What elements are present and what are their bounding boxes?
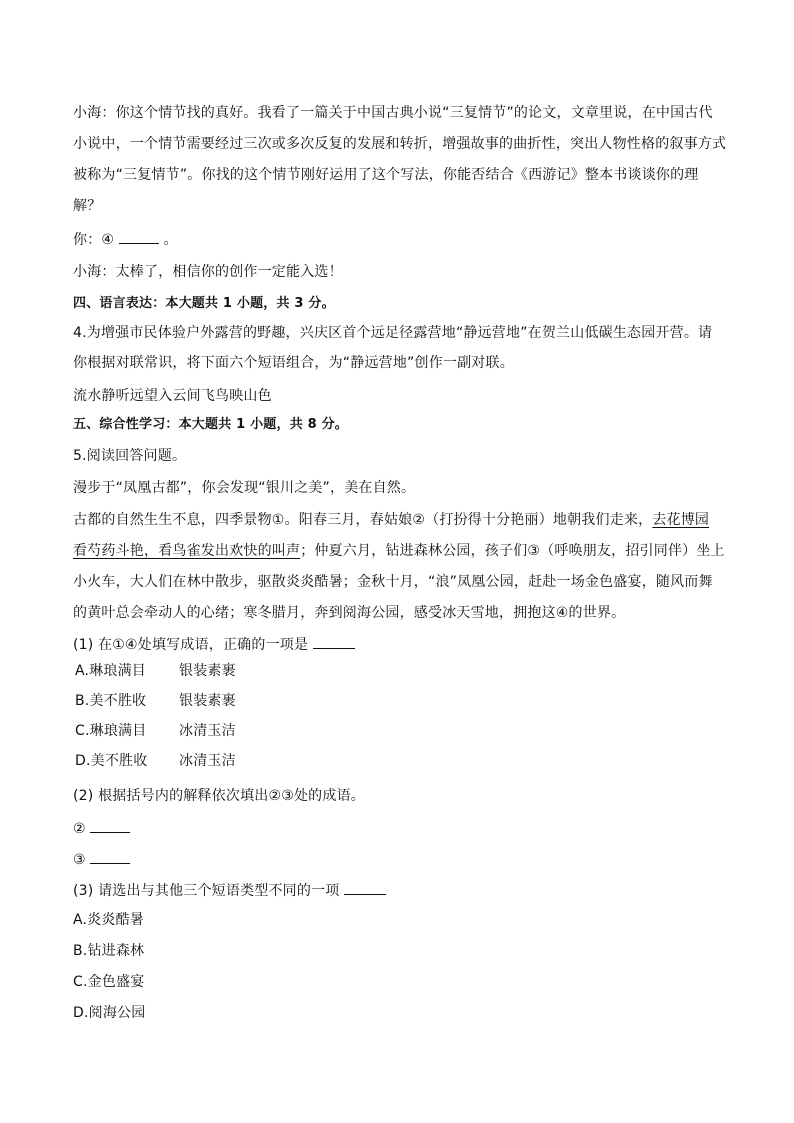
question-4-phrases: 流水静听远望入云间飞鸟映山色: [73, 388, 272, 404]
sub3-option-a[interactable]: A.炎炎酷暑: [73, 912, 144, 928]
blank-2-label: ②: [73, 821, 86, 837]
question-4-line-1: 4.为增强市民体验户外露营的野趣，兴庆区首个远足径露营地“静远营地”在贺兰山低碳生态园开营。请: [73, 325, 713, 341]
sub3-option-c[interactable]: C.金色盛宴: [73, 974, 145, 990]
sub1-option-d-first: D.美不胜收: [75, 753, 148, 769]
sub1-option-d-second: 冰清玉洁: [179, 753, 236, 769]
dialogue-xiaohai-line-4: 解？: [73, 198, 102, 214]
passage-underlined-1: 去花博园: [652, 512, 710, 528]
sub1-option-c-first: C.琳琅满目: [75, 723, 147, 739]
subquestion-2-blank-3-line: [73, 849, 130, 870]
section-5-heading: 五、综合性学习：本大题共 1 小题，共 8 分。: [73, 417, 348, 432]
subquestion-1-text: (1) 在①④处填写成语，正确的一项是: [73, 637, 309, 653]
passage-line-3: 小火车，大人们在林中散步，驱散炎炎酷暑；金秋十月，“浪”凤凰公园，赶赴一场金色盛宴，随风而舞: [73, 574, 713, 590]
dialogue-xiaohai-line-1: 小海：你这个情节找的真好。我看了一篇关于中国古典小说“三复情节”的论文，文章里说，在中国古代: [73, 105, 713, 121]
subquestion-2-stem: (2) 根据括号内的解释依次填出②③处的成语。: [73, 788, 365, 804]
answer-blank-sub3[interactable]: [344, 880, 386, 895]
sub1-option-b-second: 银装素裹: [179, 693, 236, 709]
sub1-option-c-second: 冰清玉洁: [179, 723, 236, 739]
question-4-line-2: 你根据对联常识，将下面六个短语组合，为“静远营地”创作一副对联。: [73, 355, 514, 371]
sub1-option-c[interactable]: [75, 721, 236, 741]
passage-line-2-text: ；仲夏六月，钻进森林公园，孩子们③（呼唤朋友，招引同伴）坐上: [300, 543, 725, 559]
you-prefix: 你：④: [73, 232, 115, 248]
subquestion-2-blank-2-line: [73, 818, 130, 839]
answer-blank-sub1[interactable]: [313, 634, 355, 649]
subquestion-1-stem: [73, 634, 355, 655]
subquestion-3-text: (3) 请选出与其他三个短语类型不同的一项: [73, 883, 340, 899]
passage-line-1: [73, 510, 709, 530]
you-suffix: 。: [163, 232, 178, 248]
sub1-option-a-first: A.琳琅满目: [75, 663, 146, 679]
passage-line-2: [73, 541, 725, 561]
sub1-option-b[interactable]: [75, 691, 236, 711]
sub1-option-b-first: B.美不胜收: [75, 693, 147, 709]
answer-blank-2[interactable]: [90, 818, 130, 833]
dialogue-you-line: [73, 229, 178, 250]
answer-blank-3[interactable]: [90, 849, 130, 864]
blank-3-label: ③: [73, 852, 86, 868]
dialogue-xiaohai-line-2: 小说中，一个情节需要经过三次或多次反复的发展和转折，增强故事的曲折性，突出人物性格的叙事方式: [73, 136, 727, 152]
subquestion-3-stem: [73, 880, 386, 901]
sub3-option-d[interactable]: D.阅海公园: [73, 1005, 146, 1021]
question-5-intro: 5.阅读回答问题。: [73, 448, 187, 464]
passage-line-1-text: 古都的自然生生不息，四季景物①。阳春三月，春姑娘②（打扮得十分艳丽）地朝我们走来，: [73, 512, 653, 528]
passage-line-0: 漫步于“凤凰古都”，你会发现“银川之美”，美在自然。: [73, 480, 416, 496]
passage-underlined-2: 看芍药斗艳，看鸟雀发出欢快的叫声: [73, 543, 301, 559]
sub1-option-a-second: 银装素裹: [179, 663, 236, 679]
answer-blank-4[interactable]: [119, 229, 159, 244]
dialogue-xiaohai-final: 小海：太棒了，相信你的创作一定能入选！: [73, 264, 343, 280]
sub1-option-d[interactable]: [75, 751, 236, 771]
sub3-option-b[interactable]: B.钻进森林: [73, 943, 145, 959]
sub1-option-a[interactable]: [75, 661, 236, 681]
section-4-heading: 四、语言表达：本大题共 1 小题，共 3 分。: [73, 296, 335, 311]
dialogue-xiaohai-line-3: 被称为“三复情节”。你找的这个情节刚好运用了这个写法，你能否结合《西游记》整本书谈谈你的理: [73, 167, 699, 183]
passage-line-4: 的黄叶总会牵动人的心绪；寒冬腊月，奔到阅海公园，感受冰天雪地，拥抱这④的世界。: [73, 605, 626, 621]
